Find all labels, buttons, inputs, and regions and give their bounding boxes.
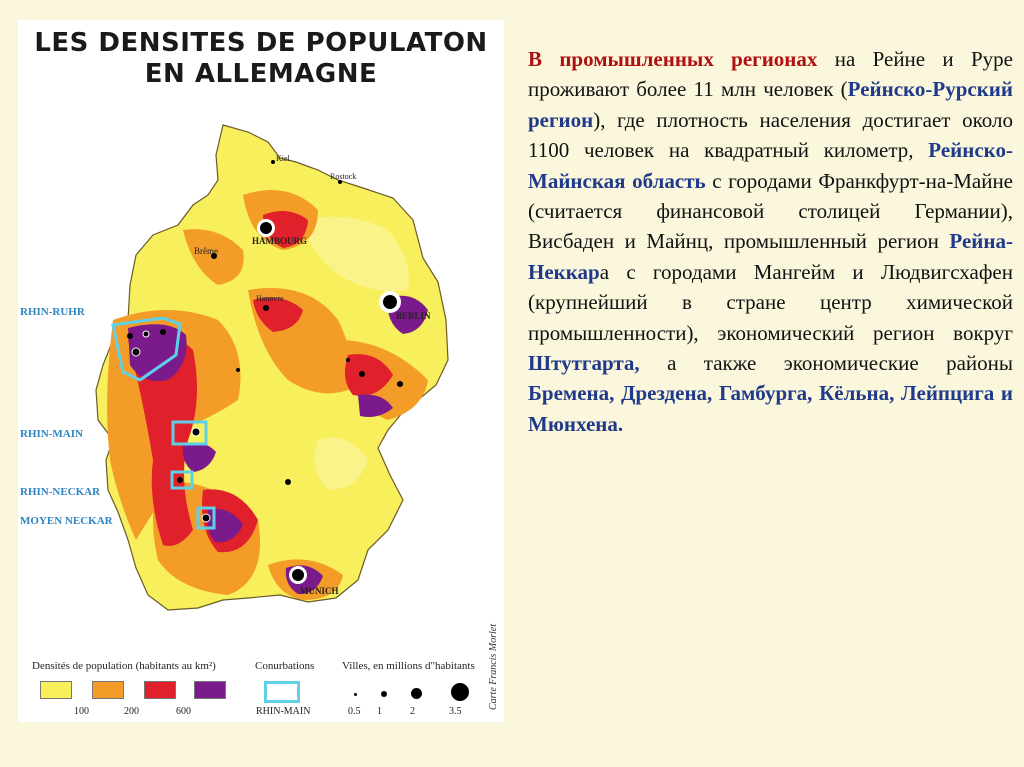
legend-swatch-high: [144, 681, 176, 699]
city-label-munich: MUNICH: [300, 586, 339, 596]
city-label-kiel: Kiel: [276, 154, 290, 163]
city-dot-dresden: [397, 381, 403, 387]
legend-city-size-1: 1: [377, 706, 382, 717]
label-moyen-neckar: MOYEN NECKAR: [20, 515, 113, 527]
germany-density-map: [18, 20, 504, 722]
text-rhine-main: Рейнско-Майнская область: [528, 138, 1013, 193]
city-label-breme: Brême: [194, 246, 218, 256]
legend-swatch-low: [40, 681, 72, 699]
city-dot-frankfurt: [192, 428, 200, 436]
map-title-line1: LES DENSITES DE POPULATON: [34, 28, 488, 58]
city-dot-stuttgart: [202, 514, 210, 522]
legend-density-title: Densités de population (habitants au km²): [32, 660, 216, 672]
city-dot-leipzig: [359, 371, 365, 377]
map-panel: [18, 20, 504, 722]
text-rhine-neckar: Рейна-Неккар: [528, 229, 1013, 284]
map-credit: Carte Francis Morlet: [488, 623, 499, 710]
legend-city-dot-35: [451, 683, 469, 701]
legend-tick-600: 600: [176, 706, 191, 717]
city-dot-dortmund: [160, 329, 166, 335]
text-industrial-regions: В промышленных регионах: [528, 47, 818, 71]
city-label-berlin: BERLIN: [396, 311, 431, 321]
text-part-4: ), где плотность населения достигает около 1100 человек на квадратный километр,: [528, 107, 1013, 163]
city-dot-hanover: [263, 305, 269, 311]
city-dot-mannheim: [177, 477, 183, 483]
legend-swatch-very-high: [194, 681, 226, 699]
city-dot-nuremberg: [285, 479, 291, 485]
map-title-line2: EN ALLEMAGNE: [144, 59, 378, 89]
legend-city-dot-05: [354, 693, 357, 696]
text-part-6: с городами Франкфурт-на-Майне (считается финансовой столицей Германии), Висбаден и Майнц, промышленный регион: [528, 168, 1014, 254]
text-part-10: а также экономические районы: [639, 351, 1013, 376]
legend-city-size-35: 3.5: [449, 706, 462, 717]
city-dot-kassel: [236, 368, 240, 372]
legend-city-dot-1: [381, 691, 387, 697]
text-stuttgart: Штутгарта,: [528, 351, 640, 376]
legend-tick-100: 100: [74, 706, 89, 717]
city-dot-duisburg: [127, 333, 133, 339]
legend-swatch-medium: [92, 681, 124, 699]
legend-cities-title: Villes, en millions d"habitants: [342, 660, 475, 672]
text-part-8: а с городами Мангейм и Людвигсхафен (крупнейший в стране центр химической промышленности), экономический регион вокруг: [528, 259, 1013, 345]
city-label-rostock: Rostock: [330, 172, 357, 181]
legend-conurb-title: Conurbations: [255, 660, 315, 672]
city-dot-halle: [346, 358, 350, 362]
label-rhin-neckar: RHIN-NECKAR: [20, 486, 101, 498]
text-cities: Бремена, Дрездена, Гамбурга, Кёльна, Лейпцига и Мюнхена.: [528, 381, 1013, 436]
description-text: [528, 44, 1013, 439]
label-rhin-ruhr: RHIN-RUHR: [20, 306, 85, 318]
city-dot-essen: [143, 331, 149, 337]
legend-conurb-sample-box: [264, 681, 300, 703]
legend-city-dot-2: [411, 688, 422, 699]
city-dot-kiel: [271, 160, 275, 164]
legend-tick-200: 200: [124, 706, 139, 717]
label-rhin-main: RHIN-MAIN: [20, 428, 83, 440]
city-label-hanovre: Hanovre: [256, 294, 284, 303]
text-part-2: на Рейне и Руре проживают более 11 млн человек (: [528, 47, 1013, 102]
city-dot-cologne: [132, 348, 140, 356]
city-label-hamburg: HAMBOURG: [252, 236, 307, 246]
legend-conurb-sample-label: RHIN-MAIN: [256, 706, 311, 717]
legend-city-size-05: 0.5: [348, 706, 361, 717]
legend-city-size-2: 2: [410, 706, 415, 717]
text-rhine-ruhr: Рейнско-Рурский регион: [528, 77, 1013, 132]
